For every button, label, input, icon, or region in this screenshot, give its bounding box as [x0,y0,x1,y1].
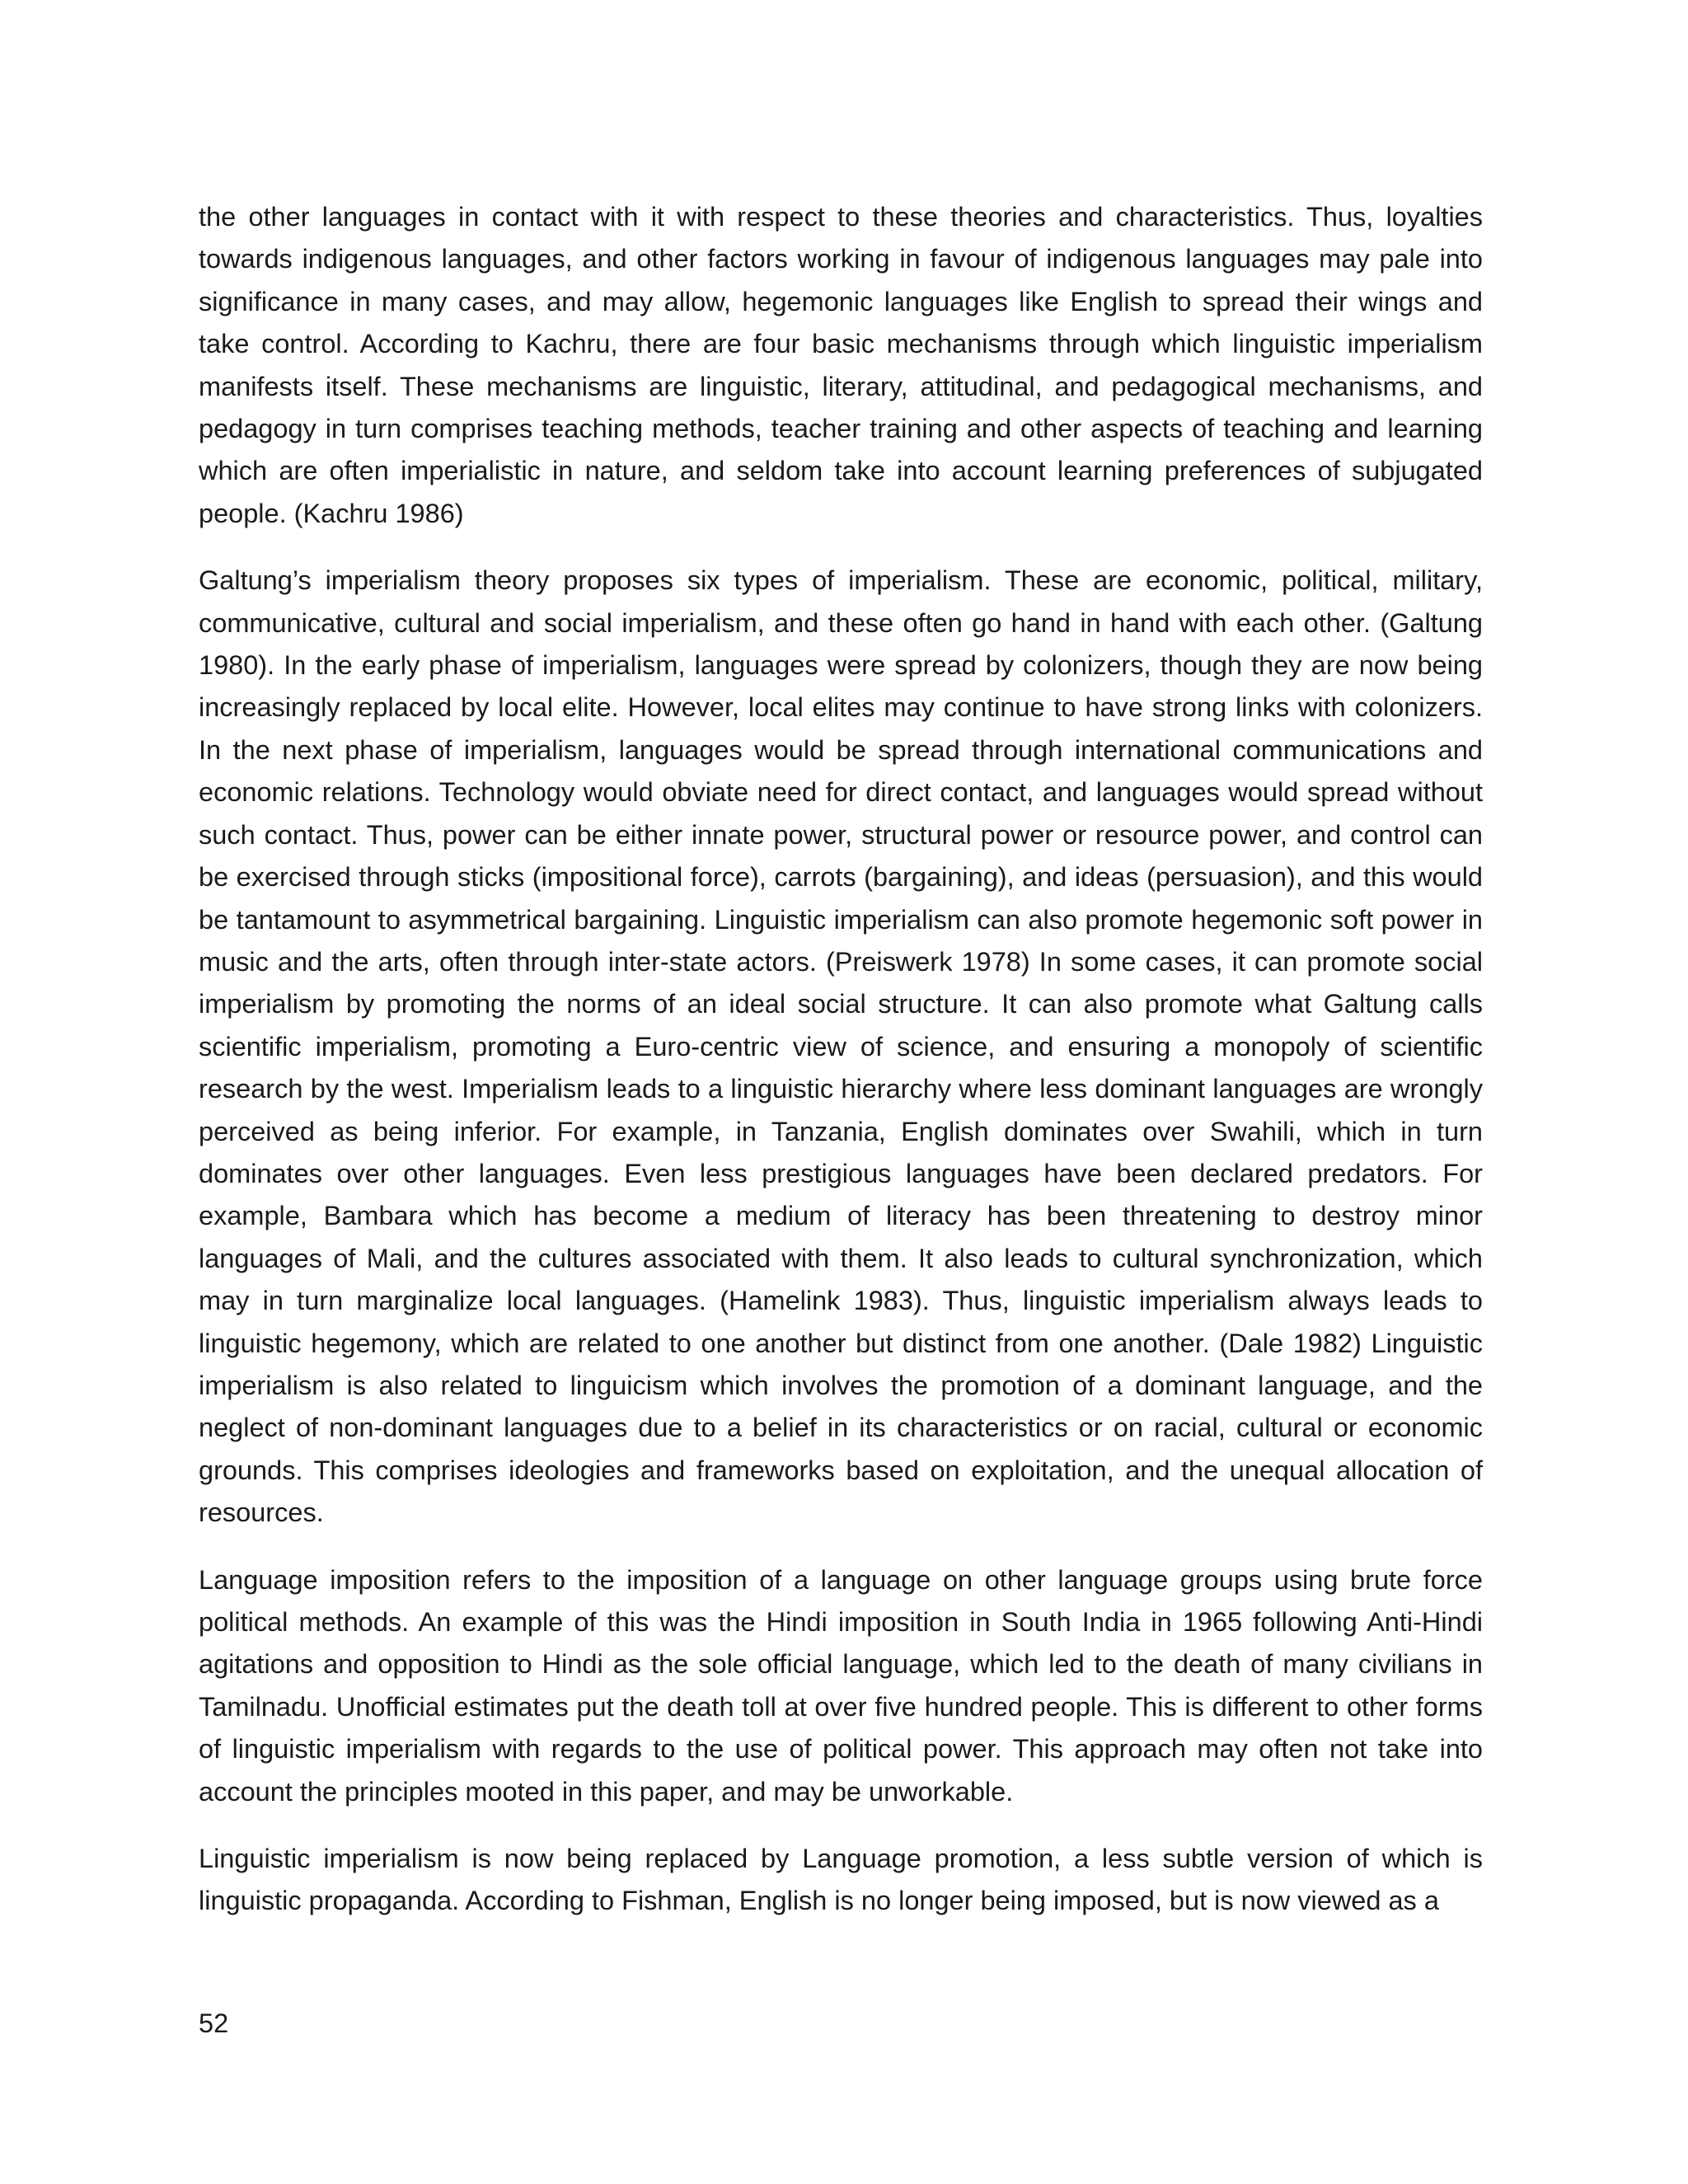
paragraph-language-imposition: Language imposition refers to the imposition of a language on other language groups using brute force political methods. An example of this was the Hindi imposition in South India in 1965 following Anti-Hindi agitations and opposition to Hindi as the sole official language, which led to the death of many civilians in Tamilnadu. Unofficial estimates put the death toll at over five hundred people. This is different to other forms of linguistic imperialism with regards to the use of political power. This approach may often not take into account the principles mooted in this paper, and may be unworkable. [199,1564,1483,1807]
page-number: 52 [199,2008,229,2038]
paragraph-galtung-theory: Galtung’s imperialism theory proposes six types of imperialism. These are economic, political, military, communicative, cultural and social imperialism, and these often go hand in hand with each other. (Galtung 1980). In the early phase of imperialism, languages were spread by colonizers, though they are now being increasingly replaced by local elite. However, local elites may continue to have strong links with colonizers. In the next phase of imperialism, languages would be spread through international communications and economic relations. Technology would obviate need for direct contact, and languages would spread without such contact. Thus, power can be either innate power, structural power or resource power, and control can be exercised through sticks (impositional force), carrots (bargaining), and ideas (persuasion), and this would be tantamount to asymmetrical bargaining. Linguistic imperialism can also promote hegemonic soft power in music and the arts, often through inter-state actors. (Preiswerk 1978) In some cases, it can promote social imperialism by promoting the norms of an ideal social structure. It can also promote what Galtung calls scientific imperialism, promoting a Euro-centric view of science, and ensuring a monopoly of scientific research by the west. Imperialism leads to a linguistic hierarchy where less dominant languages are wrongly perceived as being inferior. For example, in Tanzania, English dominates over Swahili, which in turn dominates over other languages. Even less prestigious languages have been declared predators. For example, Bambara which has become a medium of literacy has been threatening to destroy minor languages of Mali, and the cultures associated with them. It also leads to cultural synchronization, which may in turn marginalize local languages. (Hamelink 1983). Thus, linguistic imperialism always leads to linguistic hegemony, which are related to one another but distinct from one another. (Dale 1982) Linguistic imperialism is also related to linguicism which involves the promotion of a dominant language, and the neglect of non-dominant languages due to a belief in its characteristics or on racial, cultural or economic grounds. This comprises ideologies and frameworks based on exploitation, and the unequal allocation of resources. [199,565,1483,1528]
body-text [199,196,1483,1947]
paragraph-language-promotion: Linguistic imperialism is now being replaced by Language promotion, a less subtle version of which is linguistic propaganda. According to Fishman, English is no longer being imposed, but is now viewed as a [199,1844,1483,1916]
paragraph-kachru-mechanisms: the other languages in contact with it with respect to these theories and characteristics. Thus, loyalties towards indigenous languages, and other factors working in favour of indigenous languages may pale into significance in many cases, and may allow, hegemonic languages like English to spread their wings and take control. According to Kachru, there are four basic mechanisms through which linguistic imperialism manifests itself. These mechanisms are linguistic, literary, attitudinal, and pedagogical mechanisms, and pedagogy in turn comprises teaching methods, teacher training and other aspects of teaching and learning which are often imperialistic in nature, and seldom take into account learning preferences of subjugated people. (Kachru 1986) [199,202,1483,528]
